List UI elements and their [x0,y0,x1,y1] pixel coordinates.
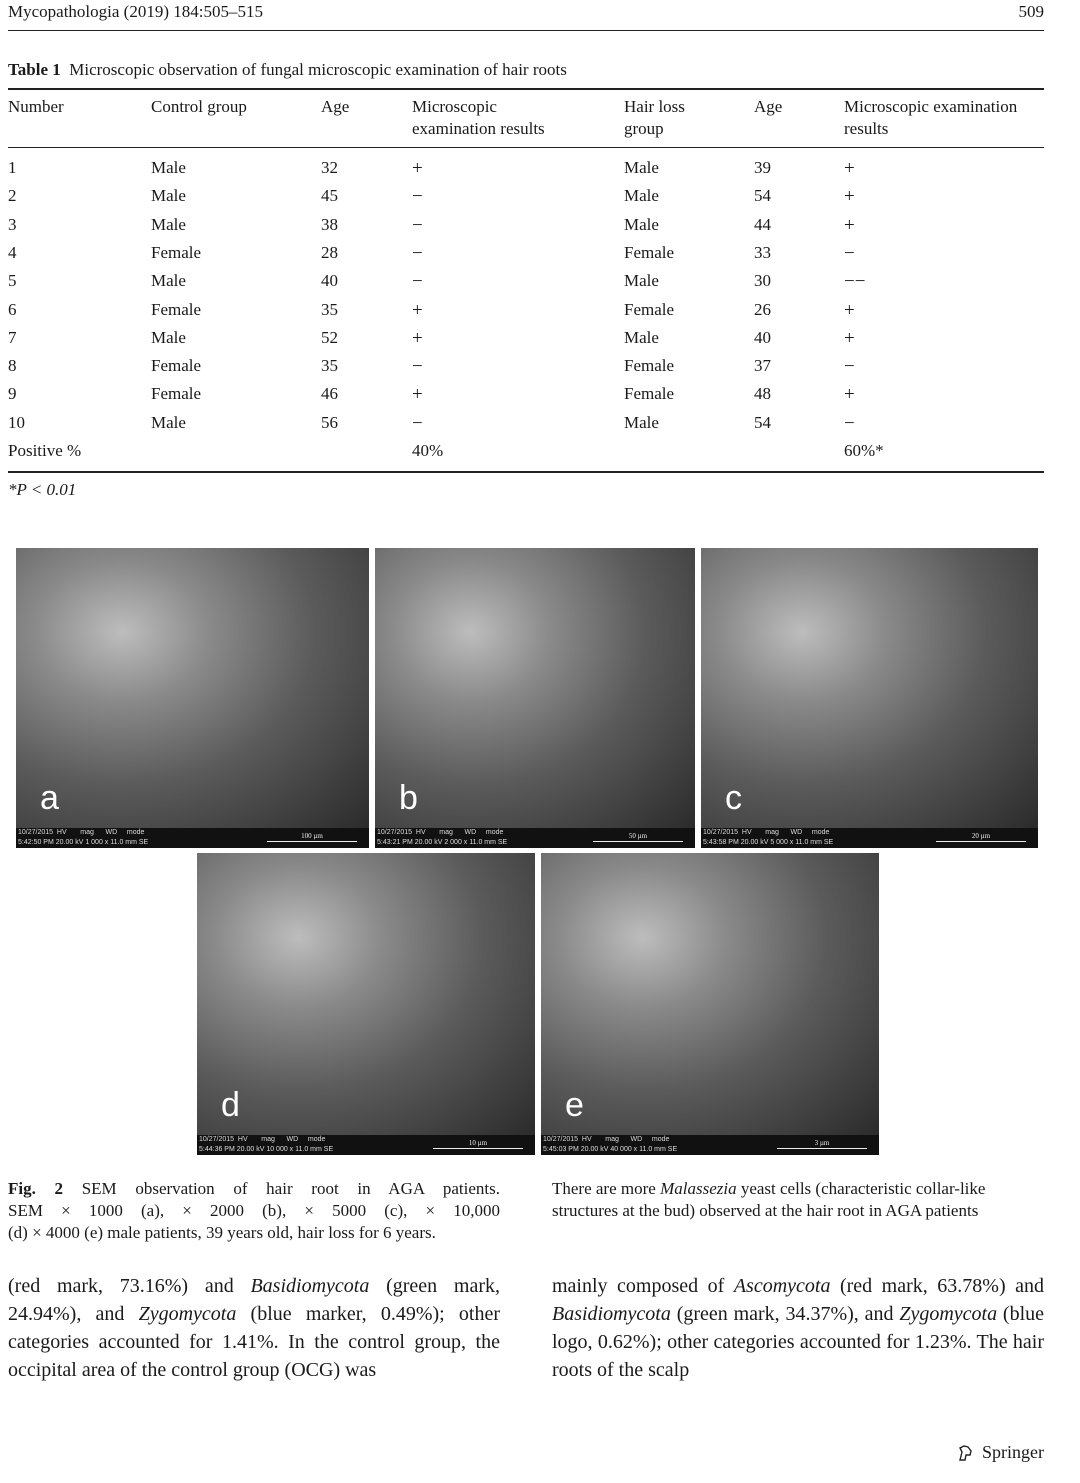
cell-hairloss-result: + [844,327,855,349]
cell-control-age: 46 [321,384,338,404]
body-text: (green mark, 34.37%), and [670,1303,900,1325]
summary-label: Positive % [8,441,82,460]
cell-control-result: + [412,158,423,179]
table-row [0,271,1080,299]
caption-text: SEM observation of hair root in AGA patients. [63,1179,500,1198]
cell-hairloss-sex: Male [624,214,659,234]
table-header-rule [8,147,1044,148]
cell-control-sex: Male [151,327,186,347]
scale-bar [777,1139,867,1149]
springer-horse-icon [956,1443,976,1463]
cell-hairloss-age: 44 [754,214,771,234]
cell-hairloss-age: 33 [754,242,771,262]
figure-caption-left [8,1178,500,1244]
sem-panel-e [541,853,879,1155]
scale-label: 10 µm [468,1139,488,1147]
scale-bar [267,832,357,842]
cell-hairloss-result: + [844,384,855,406]
table-top-rule [8,88,1044,90]
panel-letter: b [399,779,418,817]
header-rule [8,30,1044,31]
cell-control-result: − [412,412,423,434]
table-label: Table 1 [8,60,61,79]
table-row [0,356,1080,384]
table-row [0,186,1080,214]
sem-image [541,853,879,1135]
cell-control-result: − [412,242,423,264]
cell-control-result: − [412,214,423,236]
scale-bar [593,832,683,842]
panel-letter: e [565,1086,584,1124]
cell-control-age: 35 [321,356,338,376]
col-header-age-control: Age [321,97,350,116]
sem-image [701,548,1038,828]
cell-control-age: 45 [321,186,338,206]
cell-control-result: + [412,384,423,406]
col-header-line: results [844,119,889,138]
sem-databar: 10/27/2015 HV mag WD mode 5:43:58 PM 20.00 kV 5 000 x 11.0 mm SE [701,828,1038,848]
sem-image [197,853,535,1135]
cell-hairloss-result: + [844,186,855,208]
col-header-line: group [624,119,664,138]
summary-control-positive: 40% [412,441,444,460]
body-text: (blue logo, 0.62%); other categories accounted for 1.23%. The hair roots of the scalp [552,1303,1045,1381]
sem-databar: 10/27/2015 HV mag WD mode 5:42:50 PM 20.00 kV 1 000 x 11.0 mm SE [16,828,369,848]
col-header-line: Hair loss [624,97,685,116]
cell-hairloss-sex: Male [624,271,659,291]
cell-hairloss-result: − [844,412,855,434]
body-text: (blue marker, 0.49%); other categories accounted for 1.41%. In the control group, the occipital area of the control group (OCG) was [8,1303,500,1381]
col-header-result-hairloss [844,96,1017,140]
cell-hairloss-sex: Female [624,384,675,404]
col-header-number: Number [8,97,64,116]
panel-letter: d [221,1086,240,1124]
table-caption: Microscopic observation of fungal microscopic examination of hair roots [69,60,567,79]
sem-panel-b [375,548,695,848]
body-italic: Zygomycota [138,1303,237,1325]
body-column-right [552,1272,1044,1384]
cell-number: 1 [8,158,17,177]
cell-control-sex: Female [151,384,202,404]
cell-control-sex: Male [151,214,186,234]
cell-hairloss-age: 26 [754,299,771,319]
caption-line: SEM × 1000 (a), × 2000 (b), × 5000 (c), × 10,000 [8,1201,500,1220]
cell-hairloss-sex: Male [624,186,659,206]
table-summary-row [0,441,1080,469]
body-italic: Basidiomycota [552,1303,671,1325]
cell-number: 5 [8,271,17,291]
caption-italic: Malassezia [660,1179,737,1198]
cell-number: 10 [8,412,25,432]
sem-panel-a [16,548,369,848]
cell-number: 7 [8,327,17,347]
cell-hairloss-sex: Female [624,299,675,319]
cell-hairloss-result: + [844,158,855,179]
figure-caption-right [552,1178,1044,1222]
cell-hairloss-sex: Male [624,412,659,432]
cell-control-result: + [412,327,423,349]
cell-control-age: 52 [321,327,338,347]
sem-panel-c [701,548,1038,848]
cell-hairloss-age: 30 [754,271,771,291]
cell-hairloss-age: 48 [754,384,771,404]
body-italic: Basidiomycota [250,1275,370,1297]
scale-label: 50 µm [628,832,648,840]
sem-databar: 10/27/2015 HV mag WD mode 5:43:21 PM 20.00 kV 2 000 x 11.0 mm SE [375,828,695,848]
publisher-footer [956,1442,1044,1463]
cell-hairloss-result: + [844,299,855,321]
caption-line: (d) × 4000 (e) male patients, 39 years old, hair loss for 6 years. [8,1223,436,1242]
cell-control-age: 28 [321,242,338,262]
running-header-journal: Mycopathologia (2019) 184:505–515 [8,2,263,21]
col-header-line: Microscopic examination [844,97,1018,116]
sem-panel-d [197,853,535,1155]
cell-control-sex: Male [151,158,186,177]
cell-number: 3 [8,214,17,234]
sem-databar: 10/27/2015 HV mag WD mode 5:45:03 PM 20.00 kV 40 000 x 11.0 mm SE [541,1135,879,1155]
col-header-control-group: Control group [151,97,247,116]
col-header-hair-loss-group [624,96,685,140]
table-title [8,60,567,80]
cell-hairloss-age: 40 [754,327,771,347]
table-row [0,413,1080,441]
scale-bar [936,832,1026,842]
scale-bar [433,1139,523,1149]
cell-hairloss-age: 39 [754,158,771,177]
cell-hairloss-sex: Female [624,356,675,376]
cell-number: 6 [8,299,17,319]
table-row [0,300,1080,328]
table-row [0,243,1080,271]
body-text: (red mark, 63.78%) and [830,1275,1044,1297]
summary-hairloss-positive: 60%* [844,441,884,460]
body-column-left [8,1272,500,1384]
cell-control-result: − [412,356,423,378]
panel-letter: a [40,779,59,817]
cell-number: 8 [8,356,17,376]
col-header-line: examination results [412,119,545,138]
cell-hairloss-sex: Female [624,242,675,262]
cell-control-age: 35 [321,299,338,319]
cell-control-sex: Female [151,299,202,319]
cell-hairloss-age: 54 [754,412,771,432]
cell-hairloss-result: + [844,214,855,236]
body-text: (red mark, 73.16%) and [8,1275,251,1297]
table-bottom-rule [8,471,1044,473]
caption-text: There are more [552,1179,661,1198]
cell-number: 9 [8,384,17,404]
cell-hairloss-age: 37 [754,356,771,376]
cell-hairloss-sex: Male [624,327,659,347]
cell-control-sex: Female [151,242,202,262]
page-number: 509 [1018,2,1044,21]
figure-label: Fig. 2 [8,1179,64,1198]
table-row [0,328,1080,356]
cell-control-sex: Female [151,356,202,376]
cell-control-age: 38 [321,214,338,234]
cell-number: 4 [8,242,17,262]
scale-label: 3 µm [814,1139,830,1147]
cell-control-sex: Male [151,412,186,432]
table-footnote [8,480,76,500]
cell-control-sex: Male [151,186,186,206]
table-row [0,384,1080,412]
sem-image [16,548,369,828]
cell-control-result: − [412,186,423,208]
scale-label: 100 µm [301,832,323,840]
cell-hairloss-age: 54 [754,186,771,206]
col-header-age-hairloss: Age [754,97,783,116]
caption-text: yeast cells (characteristic collar-like structures at the bud) observed at the hair root in AGA patients [552,1179,986,1220]
table-row [0,215,1080,243]
cell-hairloss-result: − [844,356,855,378]
cell-hairloss-result: −− [844,271,866,293]
scale-label: 20 µm [971,832,991,840]
sem-databar: 10/27/2015 HV mag WD mode 5:44:36 PM 20.00 kV 10 000 x 11.0 mm SE [197,1135,535,1155]
cell-hairloss-sex: Male [624,158,659,177]
cell-number: 2 [8,186,17,206]
cell-control-result: − [412,271,423,293]
col-header-result-control [412,96,545,140]
cell-hairloss-result: − [844,242,855,264]
cell-control-result: + [412,299,423,321]
body-italic: Zygomycota [899,1303,998,1325]
body-italic: Ascomycota [733,1275,831,1297]
sem-image [375,548,695,828]
table-row [0,158,1080,186]
caption-line [8,1178,500,1200]
col-header-line: Microscopic [412,97,497,116]
publisher-name: Springer [982,1442,1044,1462]
footnote-text: *P < 0.01 [8,480,77,499]
cell-control-age: 32 [321,158,338,177]
body-text: (green mark, 24.94%), and [8,1275,500,1325]
cell-control-age: 56 [321,412,338,432]
cell-control-age: 40 [321,271,338,291]
cell-control-sex: Male [151,271,186,291]
body-text: mainly composed of [552,1275,734,1297]
panel-letter: c [725,779,742,817]
